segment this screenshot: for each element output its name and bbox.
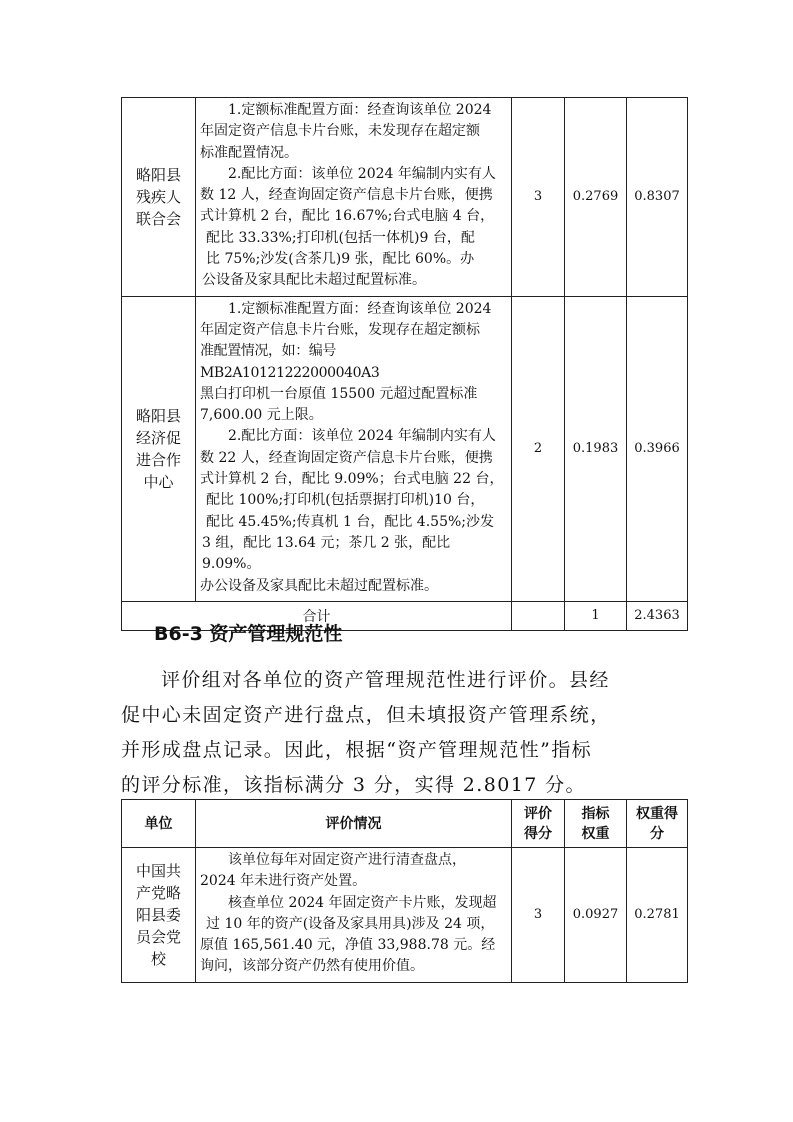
evaluation-cell [196, 296, 512, 601]
weighted-score-cell: 0.2781 [627, 848, 688, 983]
header-score [512, 800, 565, 848]
desc-line: 配比 45.45%;传真机 1 台，配比 4.55%;沙发 [206, 513, 494, 530]
header-line: 分 [650, 825, 664, 842]
desc-line: 2.配比方面：该单位 2024 年编制内实有人 [228, 428, 496, 445]
desc-line: 公设备及家具配比未超过配置标准。 [202, 272, 426, 289]
unit-line: 中国共 [135, 861, 181, 880]
desc-line: 比 75%;沙发(含茶几)9 张，配比 60%。办 [206, 251, 475, 268]
table-unit-allocation [121, 97, 688, 631]
header-unit: 单位 [122, 800, 196, 848]
para-line: 评价组对各单位的资产管理规范性进行评价。县经 [161, 669, 610, 691]
desc-line: 式计算机 2 台，配比 16.67%;台式电脑 4 台， [200, 208, 495, 225]
desc-line: 2.配比方面：该单位 2024 年编制内实有人 [228, 165, 496, 182]
header-evaluation: 评价情况 [196, 800, 512, 848]
score-cell: 2 [512, 296, 565, 601]
desc-line: 该单位每年对固定资产进行清查盘点， [228, 852, 466, 868]
weighted-score-cell: 0.8307 [627, 98, 688, 297]
table-header-row [122, 800, 688, 848]
weighted-score-cell: 0.3966 [627, 296, 688, 601]
desc-line: 数 22 人，经查询固定资产信息卡片台账，便携 [200, 449, 493, 466]
desc-line: 3 组，配比 13.64 元；茶几 2 张，配比 9.09%。 [202, 534, 451, 573]
unit-line: 产党略 [135, 883, 181, 902]
unit-line: 员会党 [135, 927, 181, 946]
desc-line: 原值 165,561.40 元，净值 33,988.78 元。经 [200, 937, 496, 954]
header-weight [565, 800, 627, 848]
total-weight-cell: 1 [565, 601, 627, 630]
weight-cell: 0.1983 [565, 296, 627, 601]
header-line: 评价 [524, 805, 552, 822]
desc-line: 办公设备及家具配比未超过配置标准。 [200, 577, 438, 594]
unit-line: 进合作 [135, 450, 181, 469]
desc-line: 过 10 年的资产(设备及家具用具)涉及 24 项， [206, 915, 495, 932]
unit-line: 中心 [143, 472, 174, 491]
desc-line: 1.定额标准配置方面：经查询该单位 2024 [228, 300, 492, 317]
table-row [122, 98, 688, 297]
weight-cell: 0.2769 [565, 98, 627, 297]
desc-line: 询问，该部分资产仍然有使用价值。 [200, 958, 424, 975]
desc-line: 年固定资产信息卡片台账，发现存在超定额标 [200, 321, 480, 338]
desc-line: 数 12 人，经查询固定资产信息卡片台账，便携 [200, 187, 493, 204]
evaluation-cell [196, 848, 512, 983]
section-paragraph [121, 663, 681, 803]
para-line: 促中心未固定资产进行盘点，但未填报资产管理系统， [121, 704, 611, 726]
desc-line: 黑白打印机一台原值 15500 元超过配置标准 [200, 385, 478, 402]
desc-line: 配比 100%;打印机(包括票据打印机)10 台， [206, 492, 485, 509]
para-line: 并形成盘点记录。因此，根据“资产管理规范性”指标 [121, 739, 593, 761]
header-line: 权重得 [636, 805, 678, 822]
total-label: 合计 [122, 601, 512, 630]
desc-line: 准配置情况，如：编号 MB2A10121222000040A3 [200, 343, 380, 381]
header-line: 得分 [524, 825, 552, 842]
desc-line: 标准配置情况。 [200, 144, 298, 161]
weight-cell: 0.0927 [565, 848, 627, 983]
desc-line: 年固定资产信息卡片台账，未发现存在超定额 [200, 123, 480, 140]
total-score-cell [512, 601, 565, 630]
desc-line: 式计算机 2 台，配比 9.09%；台式电脑 22 台， [200, 471, 504, 488]
desc-line: 1.定额标准配置方面：经查询该单位 2024 [228, 102, 492, 118]
desc-line: 7,600.00 元上限。 [200, 407, 323, 424]
evaluation-cell [196, 98, 512, 297]
total-weighted-cell: 2.4363 [627, 601, 688, 630]
unit-line: 略阳县 [135, 165, 181, 184]
table-row [122, 848, 688, 983]
unit-line: 残疾人 [135, 187, 181, 206]
unit-line: 阳县委 [135, 905, 181, 924]
unit-line: 联合会 [135, 209, 181, 228]
section-heading: B6-3 资产管理规范性 [154, 623, 343, 645]
header-weighted-score [627, 800, 688, 848]
unit-cell [122, 98, 196, 297]
para-line: 的评分标准，该指标满分 3 分，实得 2.8017 分。 [121, 774, 586, 796]
unit-line: 经济促 [135, 428, 181, 447]
desc-line: 2024 年未进行资产处置。 [200, 873, 367, 890]
score-cell: 3 [512, 98, 565, 297]
desc-line: 配比 33.33%;打印机(包括一体机)9 台，配 [206, 229, 475, 246]
header-line: 权重 [581, 825, 610, 842]
unit-line: 略阳县 [135, 406, 181, 425]
unit-cell [122, 296, 196, 601]
unit-cell [122, 848, 196, 983]
score-cell: 3 [512, 848, 565, 983]
desc-line: 核查单位 2024 年固定资产卡片账，发现超 [228, 894, 497, 911]
table-row [122, 296, 688, 601]
table-asset-management [121, 799, 688, 983]
unit-line: 校 [150, 949, 166, 968]
header-line: 指标 [581, 805, 610, 822]
